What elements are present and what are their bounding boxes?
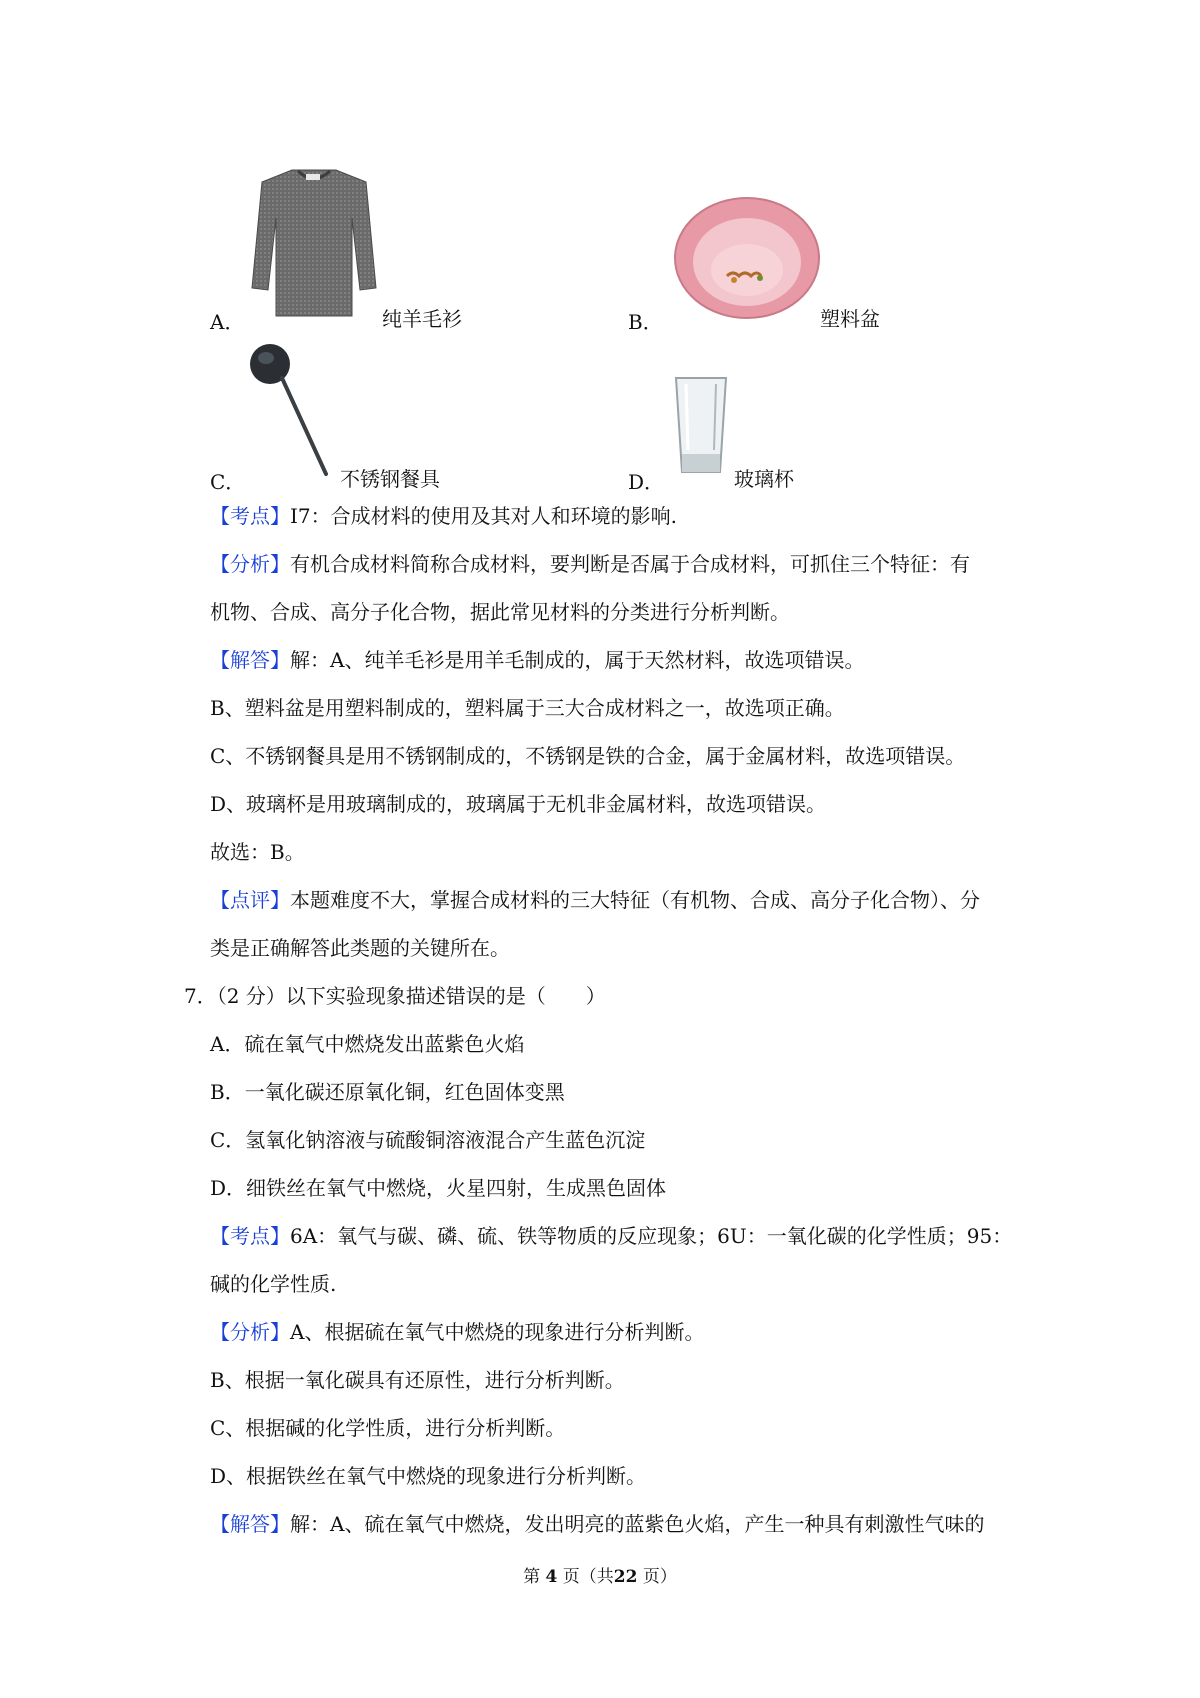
q6-jieda-line1 (210, 646, 864, 674)
footer-prefix: 第 (523, 1567, 541, 1587)
fenxi-tag: 【分析】 (210, 552, 290, 576)
fenxi-tag: 【分析】 (210, 1320, 290, 1344)
q6-answer: 故选：B。 (210, 840, 305, 864)
q6-kaodian-line (210, 502, 677, 530)
q6-jieda-line4: D、玻璃杯是用玻璃制成的，玻璃属于无机非金属材料，故选项错误。 (210, 792, 827, 816)
q7-option-c: C．氢氧化钠溶液与硫酸铜溶液混合产生蓝色沉淀 (210, 1128, 646, 1152)
q7-fenxi-line4: D、根据铁丝在氧气中燃烧的现象进行分析判断。 (210, 1464, 647, 1488)
option-b-letter: B． (628, 310, 663, 334)
option-a-label: 纯羊毛衫 (382, 307, 462, 331)
q7-fenxi-line2: B、根据一氧化碳具有还原性，进行分析判断。 (210, 1368, 625, 1392)
q6-dianping-line1 (210, 886, 980, 914)
jieda-text-1: 解：A、纯羊毛衫是用羊毛制成的，属于天然材料，故选项错误。 (290, 648, 865, 672)
option-c-letter: C． (210, 470, 246, 494)
q6-fenxi-line2: 机物、合成、高分子化合物，据此常见材料的分类进行分析判断。 (210, 600, 790, 624)
q7-option-d: D．细铁丝在氧气中燃烧，火星四射，生成黑色固体 (210, 1176, 667, 1200)
option-a-letter: A． (210, 310, 245, 334)
q7-option-a: A．硫在氧气中燃烧发出蓝紫色火焰 (210, 1032, 525, 1056)
jieda-tag: 【解答】 (210, 1512, 290, 1536)
option-d-letter: D． (628, 470, 665, 494)
kaodian-tag: 【考点】 (210, 1224, 290, 1248)
q6-jieda-line2: B、塑料盆是用塑料制成的，塑料属于三大合成材料之一，故选项正确。 (210, 696, 845, 720)
glass-cup-image (672, 374, 730, 478)
option-c-label: 不锈钢餐具 (340, 467, 440, 491)
q7-kaodian-line2: 碱的化学性质. (210, 1272, 337, 1296)
footer-middle: 页（共 (562, 1567, 614, 1587)
fenxi-text-1: A、根据硫在氧气中燃烧的现象进行分析判断。 (290, 1320, 705, 1344)
q7-kaodian-line1 (210, 1222, 1012, 1250)
q7-stem: 7．（2 分）以下实验现象描述错误的是（ ） (184, 984, 606, 1008)
fenxi-text-1: 有机合成材料简称合成材料，要判断是否属于合成材料，可抓住三个特征：有 (290, 552, 970, 576)
kaodian-text-1: 6A：氧气与碳、磷、硫、铁等物质的反应现象；6U：一氧化碳的化学性质；95： (290, 1224, 1013, 1248)
q6-dianping-line2: 类是正确解答此类题的关键所在。 (210, 936, 510, 960)
plastic-basin-image (672, 192, 822, 320)
jieda-text-1: 解：A、硫在氧气中燃烧，发出明亮的蓝紫色火焰，产生一种具有刺激性气味的 (290, 1512, 985, 1536)
q7-option-b: B．一氧化碳还原氧化铜，红色固体变黑 (210, 1080, 565, 1104)
footer-total-pages: 22 (613, 1567, 638, 1587)
footer-page-number: 4 (545, 1567, 558, 1587)
kaodian-tag: 【考点】 (210, 504, 290, 528)
footer-suffix: 页） (642, 1567, 677, 1587)
q7-jieda-line1 (210, 1510, 984, 1538)
q7-fenxi-line3: C、根据碱的化学性质，进行分析判断。 (210, 1416, 566, 1440)
q6-fenxi-line1 (210, 550, 970, 578)
sweater-image (248, 168, 380, 318)
option-d-label: 玻璃杯 (734, 467, 794, 491)
page-footer (0, 1562, 1200, 1587)
kaodian-text: I7：合成材料的使用及其对人和环境的影响. (290, 504, 677, 528)
q7-fenxi-line1 (210, 1318, 704, 1346)
jieda-tag: 【解答】 (210, 648, 290, 672)
option-b-label: 塑料盆 (820, 307, 880, 331)
dianping-text-1: 本题难度不大，掌握合成材料的三大特征（有机物、合成、高分子化合物）、分 (290, 888, 980, 912)
dianping-tag: 【点评】 (210, 888, 290, 912)
q6-jieda-line3: C、不锈钢餐具是用不锈钢制成的，不锈钢是铁的合金，属于金属材料，故选项错误。 (210, 744, 966, 768)
steel-ladle-image (246, 342, 338, 478)
